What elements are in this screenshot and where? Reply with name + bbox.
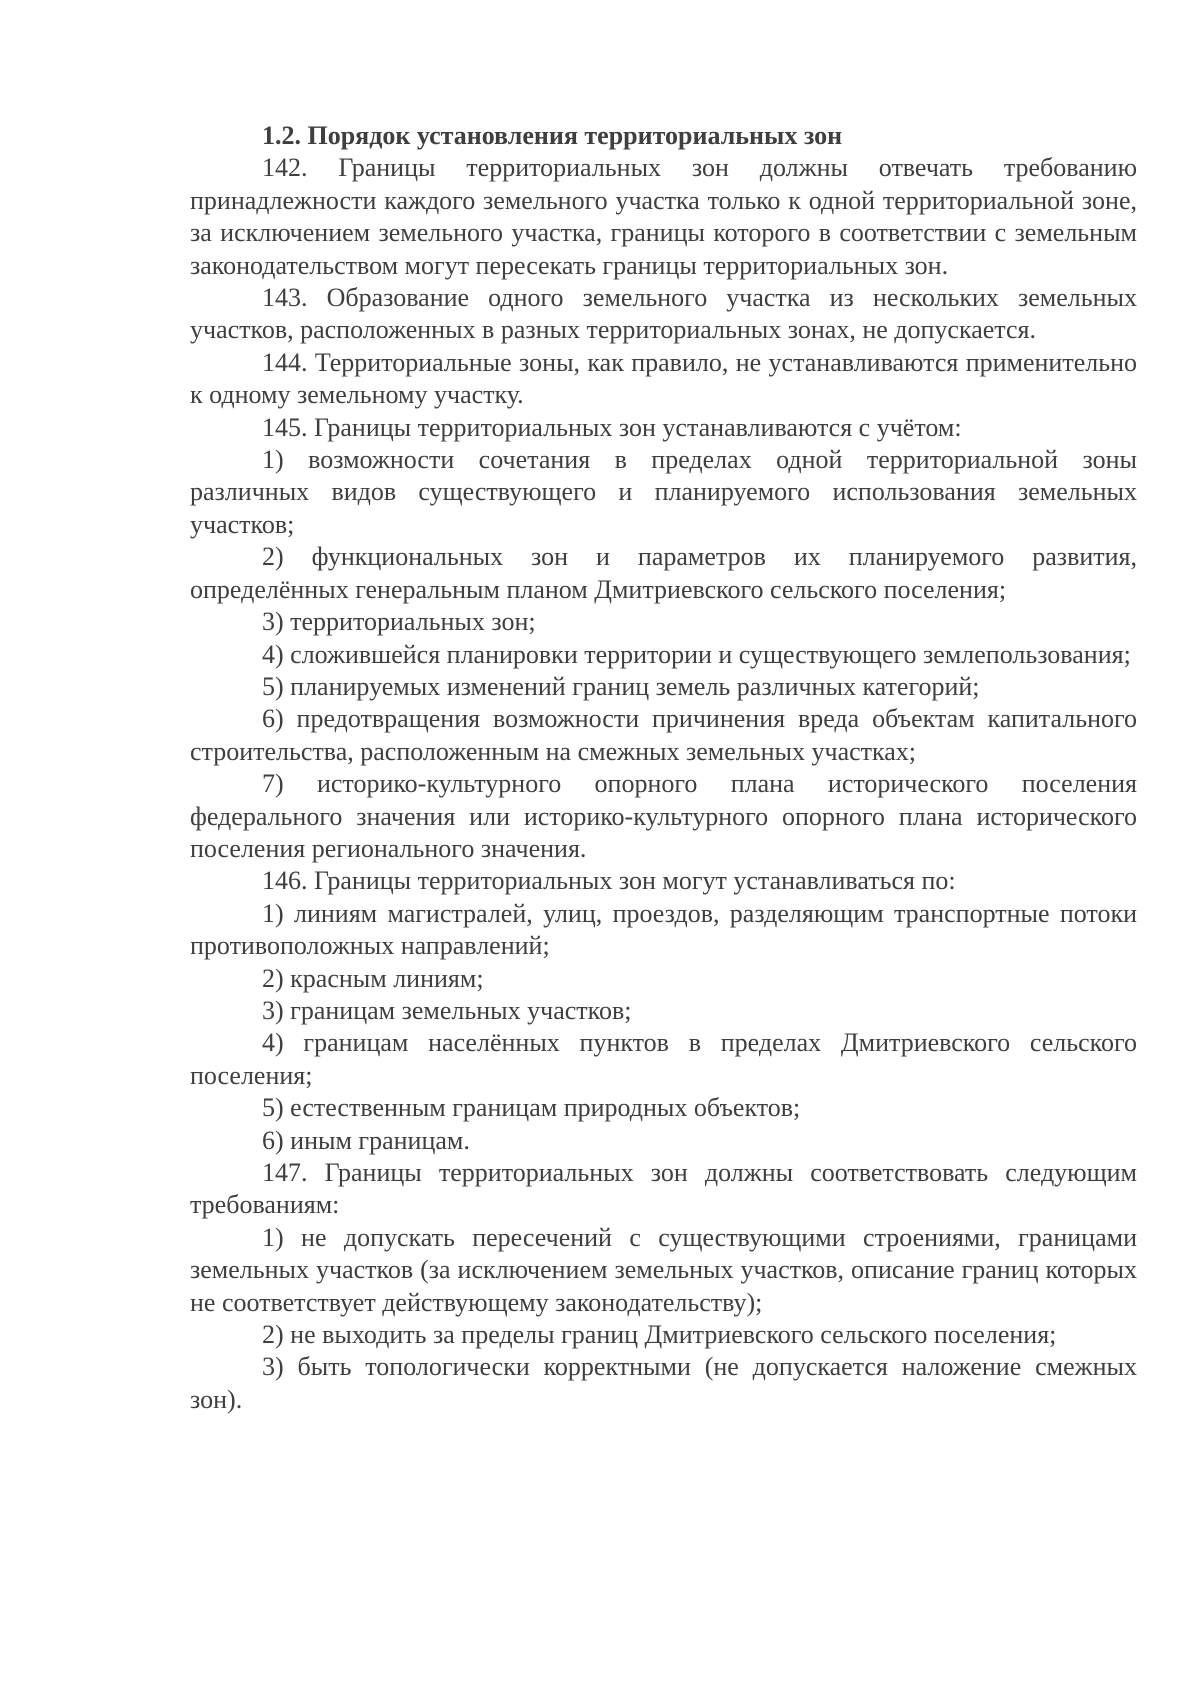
list-item-145-3: 3) территориальных зон; [262,607,536,637]
list-item-146-1: 1) линиям магистралей, улиц, проездов, разделяющим транспортные потоки противоположных направлений; [190,898,1137,961]
paragraph-144: 144. Территориальные зоны, как правило, не устанавливаются применительно к одному земельному участку. [190,347,1137,410]
paragraph-146: 146. Границы территориальных зон могут устанавливаться по: [262,866,956,896]
list-item-146-2: 2) красным линиям; [262,963,484,993]
list-item-146-4: 4) границам населённых пунктов в пределах Дмитриевского сельского поселения; [190,1028,1137,1090]
paragraph-143: 143. Образование одного земельного участка из нескольких земельных участков, расположенных в разных территориальных зонах, не допускается. [190,283,1137,345]
list-item-145-5: 5) планируемых изменений границ земель различных категорий; [262,671,980,701]
list-item-146-3: 3) границам земельных участков; [262,995,632,1025]
list-item-145-4: 4) сложившейся планировки территории и существующего землепользования; [262,639,1131,669]
section-heading: 1.2. Порядок установления территориальных зон [262,121,843,150]
paragraph-142: 142. Границы территориальных зон должны отвечать требованию принадлежности каждого земельного участка только к одной территориальной зоне, за исключением земельного участка, границы которого в соответствии с земельным законодательством могут пересекать границы территориальных зон. [190,153,1137,280]
list-item-145-1: 1) возможности сочетания в пределах одной территориальной зоны различных видов существующего и планируемого использования земельных участков; [190,445,1137,539]
list-item-147-1: 1) не допускать пересечений с существующими строениями, границами земельных участков (за исключением земельных участков, описание границ которых не соответствует действующему законодательству); [190,1222,1137,1317]
list-item-146-6: 6) иным границам. [262,1125,470,1155]
list-item-145-6: 6) предотвращения возможности причинения вреда объектам капитального строительства, расположенным на смежных земельных участках; [190,704,1137,766]
paragraph-147: 147. Границы территориальных зон должны соответствовать следующим требованиям: [190,1158,1137,1220]
list-item-147-2: 2) не выходить за пределы границ Дмитриевского сельского поселения; [262,1320,1057,1350]
paragraph-145: 145. Границы территориальных зон устанавливаются с учётом: [262,412,962,442]
list-item-145-2: 2) функциональных зон и параметров их планируемого развития, определённых генеральным планом Дмитриевского сельского поселения; [190,542,1137,604]
list-item-147-3: 3) быть топологически корректными (не допускается наложение смежных зон). [190,1352,1137,1414]
document-page [190,120,1137,1416]
list-item-145-7: 7) историко-культурного опорного плана исторического поселения федерального значения или историко-культурного опорного плана исторического поселения регионального значения. [190,769,1137,863]
list-item-146-5: 5) естественным границам природных объектов; [262,1093,801,1123]
